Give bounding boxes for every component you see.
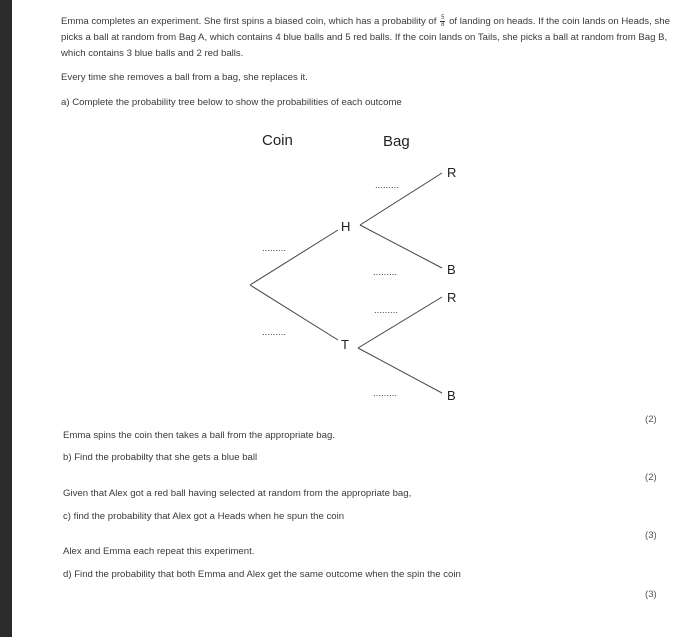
blank-heads-prob[interactable]: ......... xyxy=(262,243,286,254)
question-c-intro: Given that Alex got a red ball having selected at random from the appropriate bag, xyxy=(63,488,412,499)
blank-h-blue-prob[interactable]: ......... xyxy=(373,267,397,278)
replace-note: Every time she removes a ball from a bag, she replaces it. xyxy=(61,72,308,83)
leaf-red-b: R xyxy=(447,290,457,305)
question-b-intro: Emma spins the coin then takes a ball from the appropriate bag. xyxy=(63,430,335,441)
branch-t-red xyxy=(358,297,442,348)
marks-b: (2) xyxy=(645,472,657,483)
fraction-five-eighths: $\frac{5}{8}$ xyxy=(441,14,445,28)
branch-heads xyxy=(250,230,338,285)
blank-t-blue-prob[interactable]: ......... xyxy=(373,388,397,399)
leaf-blue-b: B xyxy=(447,388,456,403)
leaf-blue-a: B xyxy=(447,262,456,277)
question-a: a) Complete the probability tree below to show the probabilities of each outcome xyxy=(61,97,402,108)
intro-paragraph: Emma completes an experiment. She first spins a biased coin, which has a probability of $\frac{5}{8}$ of landing on heads. If the coin lands on Heads, she picks a ball at random from Bag A, which contains 4 blue balls and 5 red balls. If the coin lands on Tails, she picks a ball at random from Bag B, which contains 3 blue balls and 2 red balls. xyxy=(61,14,670,59)
bag-header: Bag xyxy=(383,133,410,150)
branch-h-blue xyxy=(360,225,442,268)
question-c: c) find the probability that Alex got a Heads when he spun the coin xyxy=(63,511,345,522)
node-tails: T xyxy=(341,337,349,352)
leaf-red-a: R xyxy=(447,165,457,180)
branch-t-blue xyxy=(358,348,442,393)
question-b: b) Find the probabilty that she gets a blue ball xyxy=(63,452,258,463)
blank-h-red-prob[interactable]: ......... xyxy=(375,180,399,191)
marks-c: (3) xyxy=(645,530,657,541)
blank-t-red-prob[interactable]: ......... xyxy=(374,305,398,316)
question-d: d) Find the probability that both Emma and Alex get the same outcome when the spin the coin xyxy=(63,569,461,580)
node-heads: H xyxy=(341,219,351,234)
marks-a: (2) xyxy=(645,414,657,425)
branch-h-red xyxy=(360,173,442,225)
question-d-intro: Alex and Emma each repeat this experiment. xyxy=(63,546,255,557)
marks-d: (3) xyxy=(645,589,657,600)
coin-header: Coin xyxy=(262,132,293,149)
blank-tails-prob[interactable]: ......... xyxy=(262,327,286,338)
tree-branches xyxy=(250,173,442,393)
